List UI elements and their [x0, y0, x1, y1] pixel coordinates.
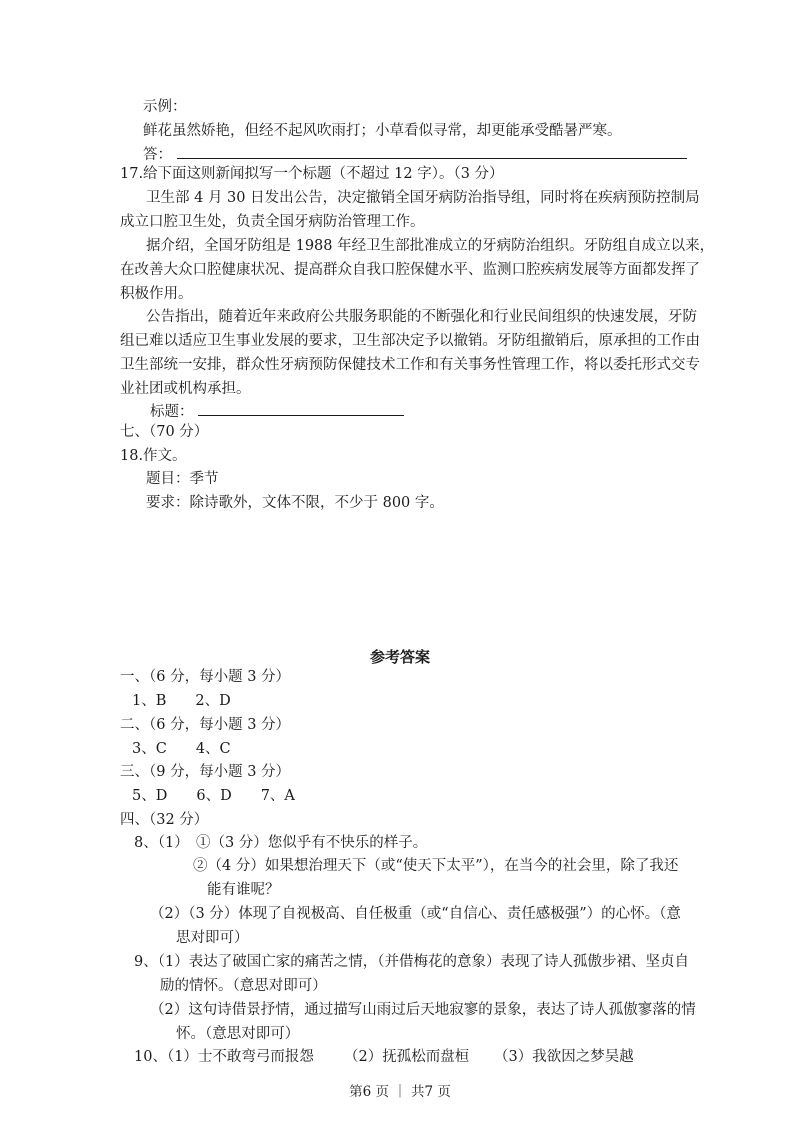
- answer-line-16: [143, 144, 687, 165]
- answer-blank-16[interactable]: [177, 144, 687, 159]
- answer-8-1a: 8、（1） ①（3 分）您似乎有不快乐的样子。: [134, 835, 428, 851]
- answer-label: 答：: [143, 147, 172, 163]
- title-blank[interactable]: [198, 401, 404, 416]
- essay-requirement: 要求：除诗歌外，文体不限，不少于 800 字。: [146, 495, 444, 511]
- answers-section-3: 三、（9 分，每小题 3 分）: [120, 764, 291, 780]
- answers-section-3-items: 5、D 6、D 7、A: [132, 788, 295, 804]
- news-p1-line1: 卫生部 4 月 30 日发出公告，决定撤销全国牙病防治指导组，同时将在疾病预防控制局: [146, 190, 700, 206]
- answer-8-2-line2: 思对即可）: [176, 930, 249, 946]
- answer-10-1: 10、（1）士不敢弯弓而报怨: [134, 1049, 314, 1065]
- answer-10-3: （3）我欲因之梦吴越: [494, 1049, 634, 1065]
- news-p2-line3: 积极作用。: [120, 286, 193, 302]
- news-p3-line1: 公告指出，随着近年来政府公共服务职能的不断强化和行业民间组织的快速发展，牙防: [146, 309, 697, 325]
- answer-10-2: （2）抚孤松而盘桓: [344, 1049, 470, 1065]
- answer-8-1b-line2: 能有谁呢？: [207, 882, 280, 898]
- page-footer: 第6 页 ｜ 共7 页: [349, 1084, 451, 1100]
- answer-9-2-line1: （2）这句诗借景抒情，通过描写山雨过后天地寂寥的景象，表达了诗人孤傲寥落的情: [150, 1002, 696, 1018]
- essay-topic: 题目：季节: [146, 471, 219, 487]
- news-p2-line1: 据介绍，全国牙防组是 1988 年经卫生部批准成立的牙病防治组织。牙防组自成立以来，: [146, 238, 715, 254]
- news-p3-line4: 业社团或机构承担。: [120, 381, 251, 397]
- example-label: 示例：: [143, 99, 187, 115]
- news-p2-line2: 在改善大众口腔健康状况、提高群众自我口腔保健水平、监测口腔疾病发展等方面都发挥了: [120, 262, 700, 278]
- title-answer-line: [150, 401, 404, 422]
- example-text: 鲜花虽然娇艳，但经不起风吹雨打；小草看似寻常，却更能承受酷暑严寒。: [143, 123, 622, 139]
- answers-section-4: 四、（32 分）: [120, 812, 209, 828]
- answers-section-2-items: 3、C 4、C: [132, 741, 231, 757]
- answer-8-2-line1: （2）（3 分）体现了自视极高、自任极重（或“自信心、责任感极强”）的心怀。（意: [150, 906, 681, 922]
- answer-9-1-line2: 励的情怀。（意思对即可）: [160, 978, 327, 994]
- news-p3-line3: 卫生部统一安排，群众性牙病预防保健技术工作和有关事务性管理工作，将以委托形式交专: [120, 357, 700, 373]
- answers-title: 参考答案: [369, 648, 430, 666]
- section-7-heading: 七、（70 分）: [120, 424, 209, 440]
- answers-section-1: 一、（6 分，每小题 3 分）: [120, 669, 291, 685]
- news-p3-line2: 组已难以适应卫生事业发展的要求，卫生部决定予以撤销。牙防组撤销后，原承担的工作由: [120, 333, 700, 349]
- news-p1-line2: 成立口腔卫生处，负责全国牙病防治管理工作。: [120, 214, 425, 230]
- title-label: 标题：: [150, 404, 194, 420]
- answers-section-1-items: 1、B 2、D: [132, 693, 231, 709]
- question-18: 18.作文。: [120, 448, 187, 464]
- answer-8-1b-line1: ②（4 分）如果想治理天下（或“使天下太平”），在当今的社会里，除了我还: [193, 858, 679, 874]
- question-17-prompt: 17.给下面这则新闻拟写一个标题（不超过 12 字）。（3 分）: [120, 166, 504, 182]
- answers-section-2: 二、（6 分，每小题 3 分）: [120, 717, 291, 733]
- answer-9-2-line2: 怀。（意思对即可）: [176, 1026, 300, 1042]
- answer-9-1-line1: 9、（1）表达了破国亡家的痛苦之情，（并借梅花的意象）表现了诗人孤傲步裙、坚贞自: [134, 954, 689, 970]
